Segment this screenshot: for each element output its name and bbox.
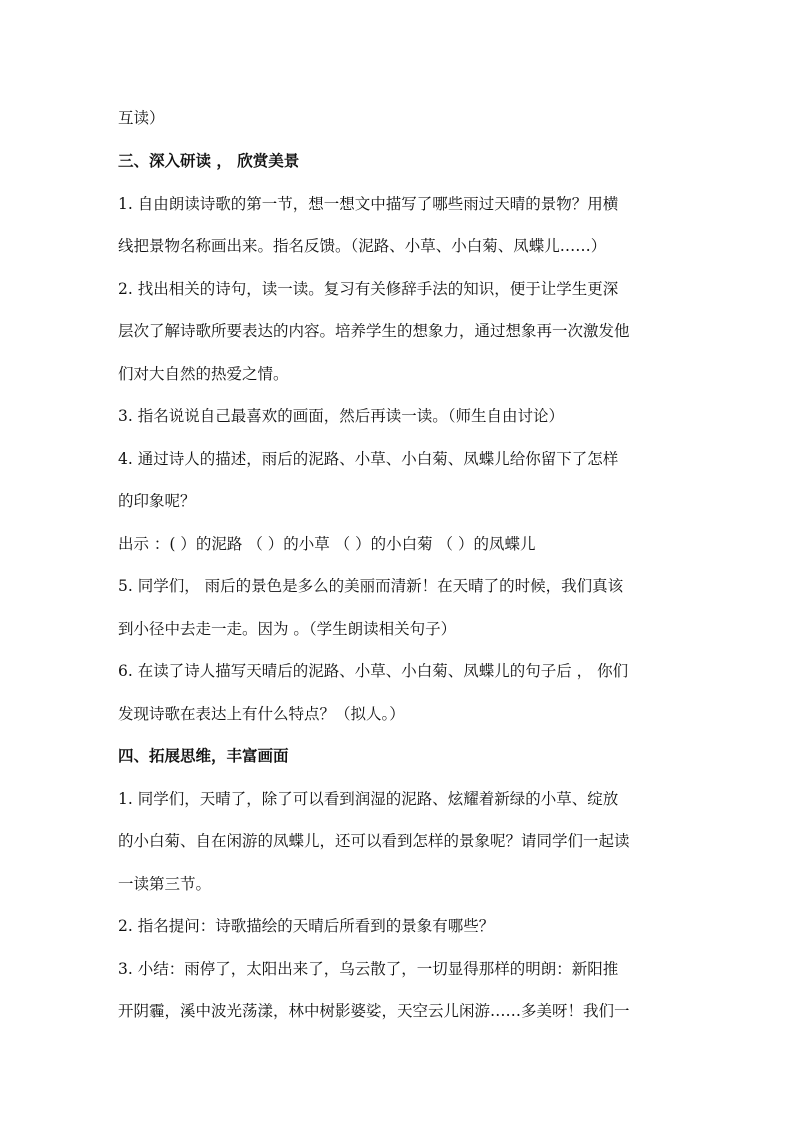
- paragraph-line: 4. 通过诗人的描述，雨后的泥路、小草、小白菊、凤蝶儿给你留下了怎样: [118, 450, 619, 468]
- paragraph-line: 2. 找出相关的诗句，读一读。复习有关修辞手法的知识，便于让学生更深: [118, 280, 619, 298]
- paragraph-line: 2. 指名提问：诗歌描绘的天晴后所看到的景象有哪些？: [118, 917, 495, 935]
- paragraph-line: 线把景物名称画出来。指名反馈。（泥路、小草、小白菊、凤蝶儿……）: [118, 237, 607, 255]
- paragraph-line: 发现诗歌在表达上有什么特点？（拟人。）: [118, 705, 405, 723]
- paragraph-line: 1. 同学们，天晴了，除了可以看到润湿的泥路、炫耀着新绿的小草、绽放: [118, 790, 619, 808]
- paragraph-line: 一读第三节。: [118, 875, 212, 893]
- paragraph-line: 出示 ：( ）的泥路 （ ）的小草 （ ）的小白菊 （ ）的凤蝶儿: [118, 535, 536, 553]
- paragraph-line: 1. 自由朗读诗歌的第一节，想一想文中描写了哪些雨过天晴的景物？用横: [118, 195, 619, 213]
- paragraph-line: 的印象呢？: [118, 492, 196, 510]
- paragraph-line: 的小白菊、自在闲游的凤蝶儿，还可以看到怎样的景象呢？请同学们一起读: [118, 832, 630, 850]
- section-heading: 四、拓展思维，丰富画面: [118, 746, 289, 765]
- section-heading: 三、深入研读 ， 欣赏美景: [118, 151, 300, 170]
- paragraph-line: 3. 小结：雨停了，太阳出来了，乌云散了，一切显得那样的明朗：新阳推: [118, 960, 619, 978]
- paragraph-line: 们对大自然的热爱之情。: [118, 365, 289, 383]
- paragraph-line: 6. 在读了诗人描写天晴后的泥路、小草、小白菊、凤蝶儿的句子后 ， 你们: [118, 662, 629, 680]
- paragraph-line: 互读）: [118, 109, 165, 127]
- paragraph-line: 3. 指名说说自己最喜欢的画面，然后再读一读。（师生自由讨论）: [118, 407, 564, 425]
- paragraph-line: 5. 同学们， 雨后的景色是多么的美丽而清新！在天晴了的时候，我们真该: [118, 577, 624, 595]
- paragraph-line: 开阴霾，溪中波光荡漾，林中树影婆娑，天空云儿闲游……多美呀！我们一: [118, 1002, 630, 1020]
- paragraph-line: 层次了解诗歌所要表达的内容。培养学生的想象力，通过想象再一次激发他: [118, 322, 630, 340]
- paragraph-line: 到小径中去走一走。因为 。（学生朗读相关句子）: [118, 620, 457, 638]
